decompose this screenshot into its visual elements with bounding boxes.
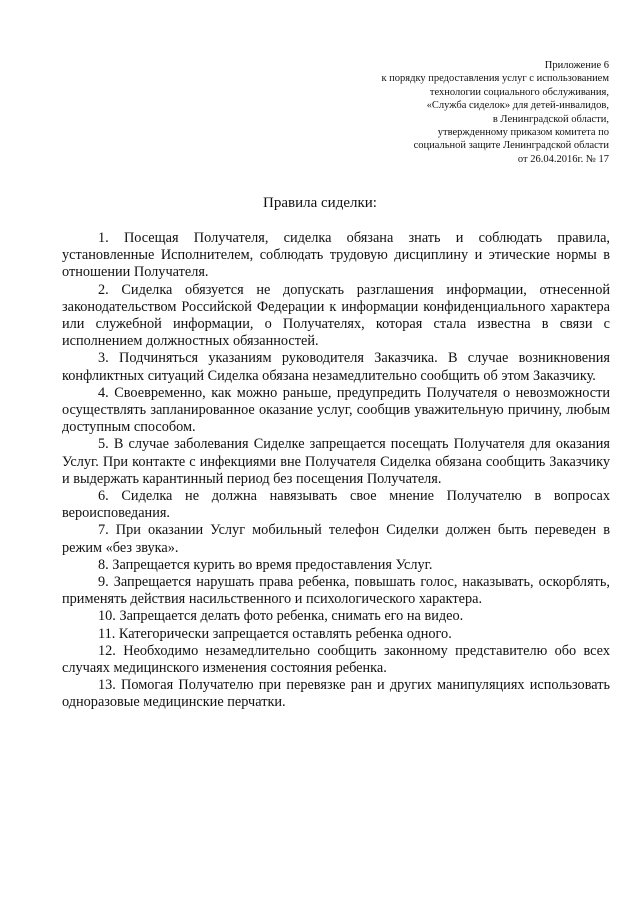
- rule-item: 2. Сиделка обязуется не допускать разглашения информации, отнесенной законодательством Российской Федерации к информации конфиденциального характера или служебной информации, о Получателях, которая стала известна в связи с исполнением должностных обязанностей.: [62, 281, 610, 350]
- appendix-line: от 26.04.2016г. № 17: [517, 153, 609, 165]
- rule-item: 6. Сиделка не должна навязывать свое мнение Получателю в вопросах вероисповедания.: [62, 488, 610, 522]
- appendix-line: в Ленинградской области,: [492, 113, 609, 125]
- rule-item: 8. Запрещается курить во время предоставления Услуг.: [98, 556, 433, 573]
- appendix-line: «Служба сиделок» для детей-инвалидов,: [426, 100, 609, 112]
- rule-item: 10. Запрещается делать фото ребенка, снимать его на видео.: [98, 608, 464, 625]
- rules-list: [62, 230, 610, 712]
- rule-item: 12. Необходимо незамедлительно сообщить законному представителю обо всех случаях медицинского изменения состояния ребенка.: [62, 642, 610, 677]
- appendix-line: социальной защите Ленинградской области: [413, 140, 609, 152]
- appendix-header: [309, 59, 609, 166]
- rule-item: 1. Посещая Получателя, сиделка обязана знать и соблюдать правила, установленные Исполнителем, соблюдать трудовую дисциплину и этические нормы в отношении Получателя.: [62, 230, 610, 281]
- appendix-line: к порядку предоставления услуг с использованием: [381, 73, 609, 85]
- rule-item: 11. Категорически запрещается оставлять ребенка одного.: [98, 625, 452, 642]
- rule-item: 7. При оказании Услуг мобильный телефон Сиделки должен быть переведен в режим «без звука».: [62, 522, 610, 556]
- appendix-line: утвержденному приказом комитета по: [437, 127, 609, 139]
- rule-item: 3. Подчиняться указаниям руководителя Заказчика. В случае возникновения конфликтных ситуаций Сиделка обязана незамедлительно сообщить об этом Заказчику.: [62, 350, 610, 384]
- appendix-line: Приложение 6: [544, 60, 609, 71]
- rule-item: 13. Помогая Получателю при перевязке ран и других манипуляциях использовать одноразовые медицинские перчатки.: [62, 677, 610, 711]
- rule-item: 5. В случае заболевания Сиделке запрещается посещать Получателя для оказания Услуг. При контакте с инфекциями вне Получателя Сиделка обязана сообщить Заказчику и выдержать карантинный период без посещения Получателя.: [62, 436, 610, 487]
- document-title: Правила сиделки:: [263, 195, 377, 211]
- rule-item: 9. Запрещается нарушать права ребенка, повышать голос, наказывать, оскорблять, применять действия насильственного и психологического характера.: [62, 574, 610, 608]
- rule-item: 4. Своевременно, как можно раньше, предупредить Получателя о невозможности осуществлять запланированное оказание услуг, сообщив уважительную причину, любым доступным способом.: [62, 384, 610, 436]
- appendix-line: технологии социального обслуживания,: [429, 86, 609, 98]
